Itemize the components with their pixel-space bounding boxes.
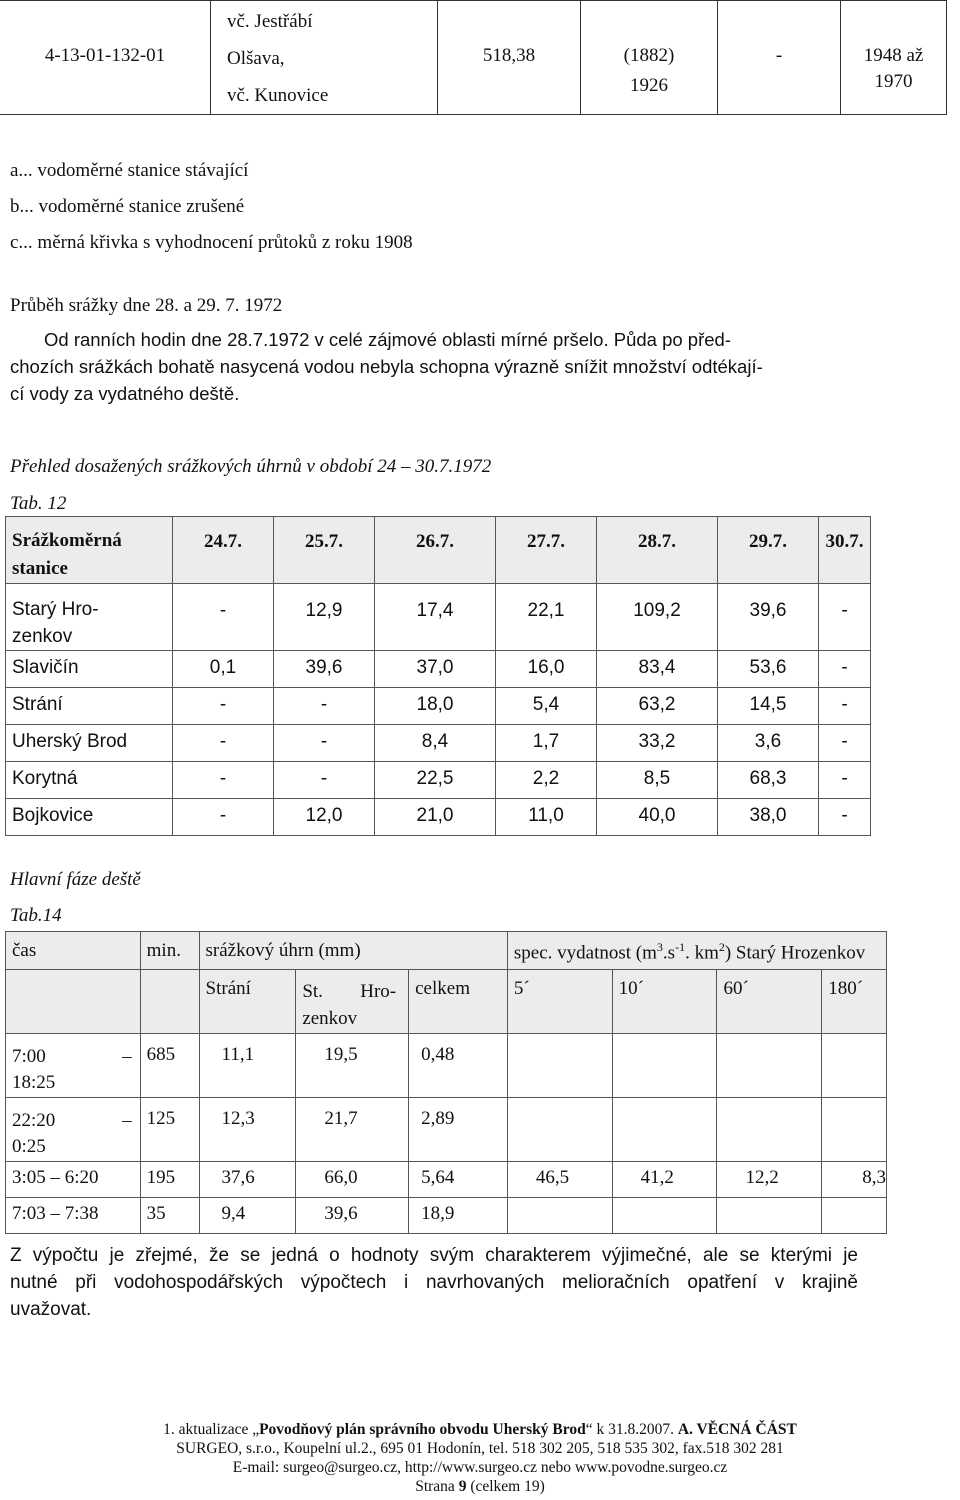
value-cell: 16,0 xyxy=(496,651,597,688)
value-cell: - xyxy=(274,688,375,725)
sub-celkem: celkem xyxy=(409,970,508,1034)
sub-time: 60´ xyxy=(717,970,822,1034)
spec-text: spec. vydatnost (m xyxy=(513,942,657,964)
value-cell: 46,5 xyxy=(507,1162,612,1198)
value-cell xyxy=(507,1198,612,1234)
paragraph-line: uvažovat. xyxy=(10,1299,92,1320)
value-cell: 21,0 xyxy=(375,799,496,836)
value-cell: 2,2 xyxy=(496,762,597,799)
dash-value: - xyxy=(775,45,783,66)
value-cell: 38,0 xyxy=(718,799,819,836)
sub-st-word: Hro- xyxy=(360,981,397,1002)
header-date: 30.7. xyxy=(819,517,871,584)
tab14-label: Tab.14 xyxy=(10,905,62,926)
page-current: 9 xyxy=(458,1478,467,1495)
value-cell: - xyxy=(274,762,375,799)
value-cell: 1,7 xyxy=(496,725,597,762)
value-cell xyxy=(612,1098,717,1162)
dash-cell xyxy=(718,1,841,115)
value-cell: 17,4 xyxy=(375,584,496,651)
value-cell: 5,4 xyxy=(496,688,597,725)
value-cell: 2,89 xyxy=(409,1098,508,1162)
value-cell: 66,0 xyxy=(296,1162,409,1198)
table-row xyxy=(6,762,871,799)
header-station xyxy=(6,517,173,584)
tab12-label: Tab. 12 xyxy=(10,493,67,514)
value-cell: 33,2 xyxy=(597,725,718,762)
value-cell: 3,6 xyxy=(718,725,819,762)
footer-text: “ k 31.8.2007. xyxy=(585,1421,678,1438)
value-cell xyxy=(507,1098,612,1162)
header-precipitation: srážkový úhrn (mm) xyxy=(199,932,507,970)
legend-item: c... měrná křivka s vyhodnocení průtoků z roku 1908 xyxy=(10,232,413,253)
value-cell xyxy=(822,1098,887,1162)
value-cell: 19,5 xyxy=(296,1034,409,1098)
value-cell xyxy=(612,1198,717,1234)
value-cell: - xyxy=(819,725,871,762)
footer-line-1 xyxy=(0,1420,960,1439)
time-line xyxy=(12,1044,132,1070)
spec-text: .s xyxy=(662,942,676,964)
value-cell: 12,0 xyxy=(274,799,375,836)
value-cell: - xyxy=(819,688,871,725)
page-number xyxy=(0,1477,960,1496)
sub-time: 180´ xyxy=(822,970,887,1034)
footer-text: 1. aktualizace „ xyxy=(163,1421,260,1438)
value-cell: 63,2 xyxy=(597,688,718,725)
station-name: Strání xyxy=(6,688,173,725)
table-row xyxy=(6,1098,887,1162)
header-time: čas xyxy=(6,932,141,970)
value-cell: - xyxy=(274,725,375,762)
year-start: (1882) xyxy=(623,45,675,66)
value-cell: 53,6 xyxy=(718,651,819,688)
top-station-table xyxy=(0,0,947,115)
value-cell: 9,4 xyxy=(199,1198,296,1234)
header-date: 28.7. xyxy=(597,517,718,584)
value-cell: 5,64 xyxy=(409,1162,508,1198)
value-cell xyxy=(822,1198,887,1234)
spec-text: ) Starý Hrozenkov xyxy=(724,942,866,964)
value-cell: 37,0 xyxy=(375,651,496,688)
value-cell: - xyxy=(173,799,274,836)
years-cell xyxy=(581,1,718,115)
spec-sup: 2 xyxy=(718,940,725,954)
legend-item: b... vodoměrné stanice zrušené xyxy=(10,196,245,217)
value-cell: 37,6 xyxy=(199,1162,296,1198)
value-cell: 22,1 xyxy=(496,584,597,651)
table-row xyxy=(6,584,871,651)
spec-sup: -1 xyxy=(675,940,686,954)
spec-text: . km xyxy=(685,942,719,964)
tab14-caption: Hlavní fáze deště xyxy=(10,869,141,890)
rain-phase-table xyxy=(5,931,887,1234)
footer xyxy=(0,1420,960,1496)
time-part: 22:20 xyxy=(12,1110,56,1131)
value-cell: 11,0 xyxy=(496,799,597,836)
station-code: 4-13-01-132-01 xyxy=(44,45,166,66)
footer-contacts: E-mail: surgeo@surgeo.cz, http://www.surgeo.cz nebo www.povodne.surgeo.cz xyxy=(232,1459,728,1476)
value-cell: 0,1 xyxy=(173,651,274,688)
value-cell: - xyxy=(819,762,871,799)
sub-st-line xyxy=(302,978,408,1005)
intro-paragraph xyxy=(10,326,855,407)
value-cell: 12,3 xyxy=(199,1098,296,1162)
value-cell: 83,4 xyxy=(597,651,718,688)
table-row xyxy=(6,1198,887,1234)
area-value: 518,38 xyxy=(482,45,536,66)
value-cell: 8,4 xyxy=(375,725,496,762)
table-row xyxy=(6,651,871,688)
header-date: 24.7. xyxy=(173,517,274,584)
period-from: 1948 až xyxy=(863,45,924,66)
value-cell: 12,9 xyxy=(274,584,375,651)
empty-cell xyxy=(6,970,141,1034)
time-line xyxy=(12,1108,132,1134)
page-text: (celkem 19) xyxy=(466,1478,545,1495)
footer-document-title: Povodňový plán správního obvodu Uherský Brod xyxy=(259,1421,586,1438)
time-part: – xyxy=(122,1046,132,1067)
station-name: Bojkovice xyxy=(6,799,173,836)
station-name-line: zenkov xyxy=(12,626,73,647)
period-cell xyxy=(841,1,947,115)
section-heading: Průběh srážky dne 28. a 29. 7. 1972 xyxy=(10,295,283,316)
time-part: 7:00 xyxy=(12,1046,46,1067)
header-specific-yield xyxy=(507,932,886,970)
table-row xyxy=(6,725,871,762)
value-cell xyxy=(822,1034,887,1098)
paragraph-line: cí vody za vydatného deště. xyxy=(10,383,240,404)
table-header-row xyxy=(6,932,887,970)
value-cell: 12,2 xyxy=(717,1162,822,1198)
sub-time: 5´ xyxy=(507,970,612,1034)
value-cell: 11,1 xyxy=(199,1034,296,1098)
value-cell: - xyxy=(819,584,871,651)
table-row xyxy=(6,1162,887,1198)
legend xyxy=(10,153,413,261)
value-cell: 39,6 xyxy=(274,651,375,688)
area-cell xyxy=(438,1,581,115)
header-date: 27.7. xyxy=(496,517,597,584)
value-cell xyxy=(507,1034,612,1098)
station-name xyxy=(6,584,173,651)
table-row xyxy=(6,688,871,725)
sub-st-word: zenkov xyxy=(302,1008,358,1029)
conclusion-paragraph xyxy=(10,1242,858,1323)
spec-sup: 3 xyxy=(656,940,663,954)
time-cell xyxy=(6,1098,141,1162)
precipitation-table xyxy=(5,516,871,836)
value-cell: 22,5 xyxy=(375,762,496,799)
station-name: Korytná xyxy=(6,762,173,799)
minutes-cell: 685 xyxy=(140,1034,199,1098)
header-minutes: min. xyxy=(140,932,199,970)
year-established: 1926 xyxy=(630,75,668,96)
value-cell: 68,3 xyxy=(718,762,819,799)
time-cell: 7:03 – 7:38 xyxy=(6,1198,141,1234)
value-cell: - xyxy=(173,688,274,725)
value-cell: 8,3 xyxy=(822,1162,887,1198)
time-part: 18:25 xyxy=(12,1072,56,1093)
header-date: 26.7. xyxy=(375,517,496,584)
empty-cell xyxy=(140,970,199,1034)
station-name-line: Starý Hro- xyxy=(12,599,99,620)
station-code-cell xyxy=(0,1,211,115)
header-date: 29.7. xyxy=(718,517,819,584)
station-name: Uherský Brod xyxy=(6,725,173,762)
tab12-caption: Přehled dosažených srážkových úhrnů v období 24 – 30.7.1972 xyxy=(10,456,492,477)
value-cell: - xyxy=(173,762,274,799)
minutes-cell: 125 xyxy=(140,1098,199,1162)
value-cell: - xyxy=(173,584,274,651)
value-cell xyxy=(717,1098,822,1162)
footer-section: A. VĚCNÁ ČÁST xyxy=(677,1421,797,1438)
paragraph-line: Od ranních hodin dne 28.7.1972 v celé zájmové oblasti mírné pršelo. Půda po před- xyxy=(44,329,731,350)
value-cell xyxy=(717,1198,822,1234)
value-cell: 39,6 xyxy=(296,1198,409,1234)
footer-address: SURGEO, s.r.o., Koupelní ul.2., 695 01 Hodonín, tel. 518 302 205, 518 535 302, fax.518 302 281 xyxy=(176,1440,784,1457)
sub-st-word: St. xyxy=(302,981,323,1002)
location-line: vč. Jestřábí xyxy=(227,11,313,32)
table-row xyxy=(6,1034,887,1098)
location-cell xyxy=(211,1,438,115)
sub-strani: Strání xyxy=(199,970,296,1034)
paragraph-line: nutné při vodohospodářských výpočtech i navrhovaných melioračních opatření v krajině xyxy=(10,1272,858,1293)
period-to: 1970 xyxy=(874,71,913,92)
value-cell: 21,7 xyxy=(296,1098,409,1162)
value-cell: 18,9 xyxy=(409,1198,508,1234)
time-cell: 3:05 – 6:20 xyxy=(6,1162,141,1198)
minutes-cell: 195 xyxy=(140,1162,199,1198)
location-line: vč. Kunovice xyxy=(227,85,329,106)
time-cell xyxy=(6,1034,141,1098)
location-line: Olšava, xyxy=(227,48,285,69)
table-header-row xyxy=(6,517,871,584)
header-station-line: Srážkoměrná xyxy=(12,530,122,551)
value-cell: 8,5 xyxy=(597,762,718,799)
page-text: Strana xyxy=(415,1478,459,1495)
value-cell: 109,2 xyxy=(597,584,718,651)
value-cell: - xyxy=(173,725,274,762)
time-part: 0:25 xyxy=(12,1136,46,1157)
minutes-cell: 35 xyxy=(140,1198,199,1234)
header-station-line: stanice xyxy=(12,558,68,579)
table-subheader-row xyxy=(6,970,887,1034)
value-cell xyxy=(717,1034,822,1098)
value-cell: 39,6 xyxy=(718,584,819,651)
value-cell: - xyxy=(819,799,871,836)
value-cell: 14,5 xyxy=(718,688,819,725)
value-cell: 0,48 xyxy=(409,1034,508,1098)
table-row xyxy=(6,799,871,836)
value-cell xyxy=(612,1034,717,1098)
header-date: 25.7. xyxy=(274,517,375,584)
legend-item: a... vodoměrné stanice stávající xyxy=(10,160,249,181)
value-cell: - xyxy=(819,651,871,688)
paragraph-line: chozích srážkách bohatě nasycená vodou nebyla schopna výrazně snížit množství odtékají- xyxy=(10,356,763,377)
sub-st-hrozenkov xyxy=(296,970,409,1034)
value-cell: 40,0 xyxy=(597,799,718,836)
sub-time: 10´ xyxy=(612,970,717,1034)
station-name: Slavičín xyxy=(6,651,173,688)
value-cell: 41,2 xyxy=(612,1162,717,1198)
value-cell: 18,0 xyxy=(375,688,496,725)
time-part: – xyxy=(122,1110,132,1131)
paragraph-line: Z výpočtu je zřejmé, že se jedná o hodnoty svým charakterem výjimečné, ale se kterými je xyxy=(10,1245,858,1266)
